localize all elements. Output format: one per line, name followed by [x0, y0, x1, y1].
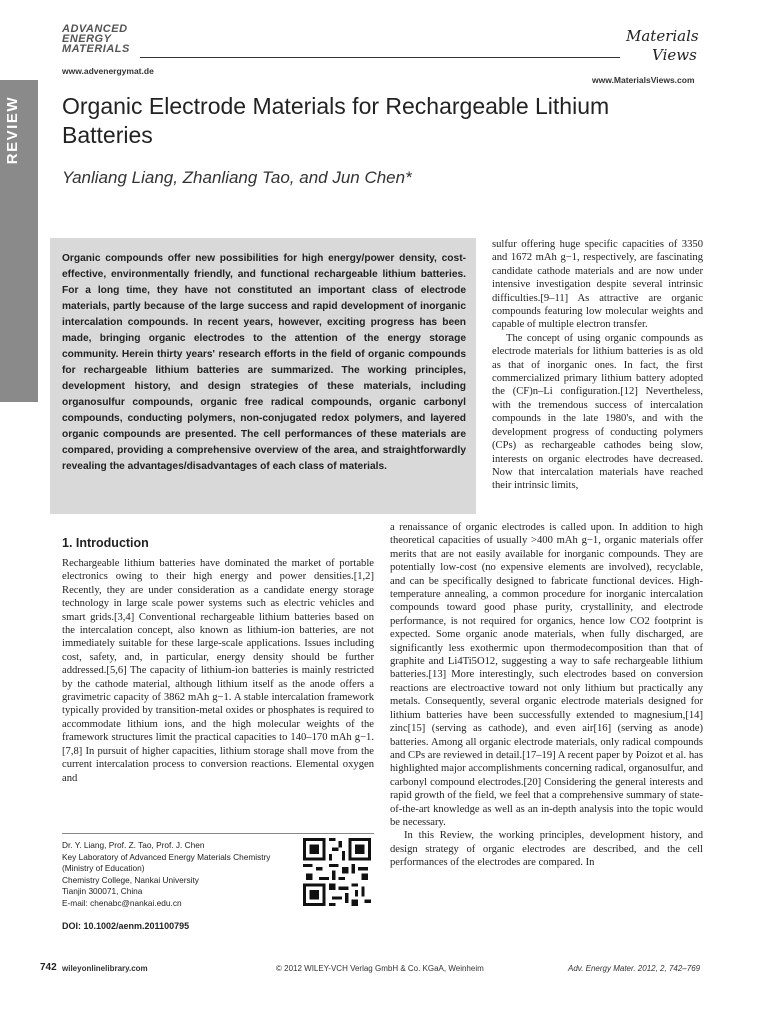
section-heading: 1. Introduction [62, 536, 149, 550]
affiliation-rule [62, 833, 374, 834]
article-title: Organic Electrode Materials for Rechargeable Lithium Batteries [62, 93, 610, 148]
affiliation-names: Dr. Y. Liang, Prof. Z. Tao, Prof. J. Chen [62, 840, 205, 850]
materials-views-logo [624, 24, 708, 64]
paragraph: sulfur offering huge specific capacities of 3350 and 1672 mAh g−1, respectively, are fascinating candidate cathode materials and are now under intensive investigation despite several intrinsic difficulties.[9–11] As attractive are organic compounds featuring low molecular weights and capable of multiple electron transfer. [492, 239, 703, 331]
left-column [62, 557, 374, 785]
header-rule [140, 57, 620, 58]
mv-logo-line-1: Materials [626, 27, 699, 45]
journal-logo [62, 24, 142, 54]
affiliation-ministry: (Ministry of Education) [62, 863, 145, 874]
article-authors: Yanliang Liang, Zhanliang Tao, and Jun Chen* [62, 168, 412, 187]
right-column-top [492, 238, 703, 493]
paragraph: a renaissance of organic electrodes is called upon. In addition to high theoretical capacities of usually >400 mAh g−1, organic materials offer merits that are not easily available for inorganic compounds. They are potentially low-cost (no expensive elements are involved), recyclable, and can be specifically designed to fabricate functional devices. High-temperature annealing, a common procedure for inorganic intercalation compounds toward good phase purity, crystallinity, and electrode performance, is not required for organics, hence low CO2 footprint is expected. Some organic anode materials, when fully discharged, are significantly less exothermic upon thermodecomposition than that of graphite and Li4Ti5O12, suggesting a way to safe rechargeable lithium batteries.[13] More interestingly, such electrodes based on conversion reactions are electroactive toward not only lithium but practically any metals. Consequently, several organic electrode materials designed for lithium batteries have been successfully extended to magnesium,[14] zinc[15] (serving as cathode), and even air[16] (serving as anode) batteries. Among all organic electrode materials, only radical compounds and CPs are reviewed in detail.[17–19] A recent paper by Poizot et al. has highlighted major accomplishments concerning radical, organosulfur, and carbonyl compound electrodes.[20] Considering the general interests and rapid growth of the field, we feel that a comprehensive summary of state-of-the-art knowledge as well as an in-depth analysis into the topic would be necessary. [390, 522, 703, 828]
materials-views-url[interactable]: www.MaterialsViews.com [592, 75, 695, 85]
paragraph: Rechargeable lithium batteries have dominated the market of portable electronics owing to their high energy and power densities.[1,2] Recently, they are under consideration as a candidate energy storage technology in large scale power systems such as electric vehicles and smart grids.[3,4] Conventional rechargeable lithium batteries based on the intercalation concept, also known as lithium-ion batteries, are not immediately suitable for these large-scale applications. Issues including cost, safety, and, in particular, energy density should be further addressed.[5,6] The capacity of lithium-ion batteries is mainly restricted by the cathode material, although lithium itself as the anode offers a gravimetric capacity of 3862 mAh g−1. A stable intercalation framework typically provided by transition-metal oxides or phosphates is required to accommodate lithium ions, and the high molecular weights of the framework structures limit the practical capacities to 140–170 mAh g−1.[7,8] In pursuit of higher capacities, lithium storage shall move from the current intercalation process to conversion reactions. Elemental oxygen and [62, 558, 374, 784]
copyright: © 2012 WILEY-VCH Verlag GmbH & Co. KGaA, Weinheim [276, 964, 484, 973]
affiliation [62, 840, 302, 910]
affiliation-city: Tianjin 300071, China [62, 886, 143, 897]
page-number: 742 [40, 962, 57, 973]
affiliation-email[interactable]: E-mail: chenabc@nankai.edu.cn [62, 897, 182, 908]
footer-site-link[interactable]: wileyonlinelibrary.com [62, 964, 148, 973]
review-label: REVIEW [4, 96, 21, 165]
logo-line-3: MATERIALS [62, 43, 130, 55]
logo-line-2: ENERGY [62, 33, 112, 45]
journal-url[interactable]: www.advenergymat.de [62, 66, 154, 76]
mv-logo-line-2: Views [652, 46, 697, 64]
affiliation-college: Chemistry College, Nankai University [62, 874, 199, 885]
logo-line-1: ADVANCED [62, 23, 128, 35]
right-column-bottom [390, 521, 703, 870]
citation: Adv. Energy Mater. 2012, 2, 742–769 [568, 964, 701, 973]
paragraph: The concept of using organic compounds as electrode materials for lithium batteries is as old as that of inorganic ones. In fact, the first commercialized primary lithium battery adopted the (CF)n–Li configuration.[12] Nevertheless, with the tremendous success of intercalation compounds in the late 1980's, and with the development progress of conducting polymers (CPs) as rechargeable cathodes being slow, interests on organic electrodes have decreased. Now that intercalation materials have reached their intrinsic limits, [492, 332, 703, 492]
doi[interactable]: DOI: 10.1002/aenm.201100795 [62, 921, 190, 931]
affiliation-lab: Key Laboratory of Advanced Energy Materials Chemistry [62, 851, 271, 862]
paragraph: In this Review, the working principles, development history, and design strategy of organic electrodes are described, and the cell performances of the electrodes are compared. In [390, 830, 703, 869]
qr-code-icon[interactable] [303, 838, 371, 906]
abstract-text: Organic compounds offer new possibilities for high energy/power density, cost-effective, environmentally friendly, and functional rechargeable lithium batteries. For a long time, they have not constituted an important class of electrode materials, partly because of the large success and rapid development of inorganic intercalation compounds. In recent years, however, exciting progress has been made, bringing organic electrodes to the attention of the energy storage community. Herein thirty years' research efforts in the field of organic compounds for rechargeable lithium batteries are summarized. The working principles, development history, and design strategies of these materials, including organosulfur compounds, organic free radical compounds, organic carbonyl compounds, conducting polymers, non-conjugated redox polymers, and layered organic compounds are presented. The cell performances of these materials are compared, providing a comprehensive overview of the area, and straightforwardly revealing the advantages/disadvantages of each class of materials. [62, 253, 466, 472]
